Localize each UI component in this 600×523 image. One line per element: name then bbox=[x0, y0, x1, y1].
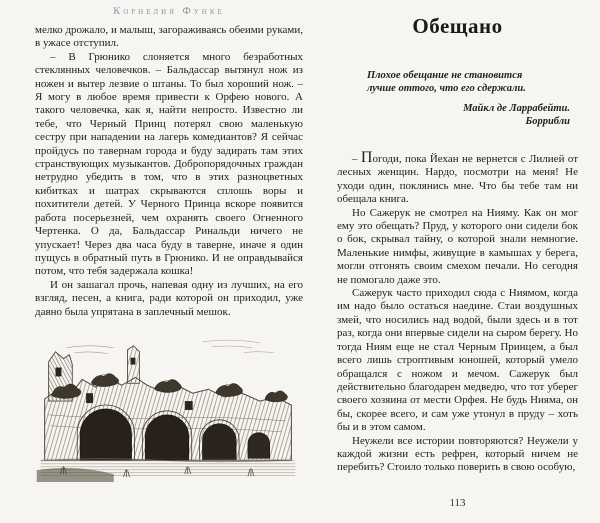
paragraph: мелко дрожало, и малыш, загораживаясь обеими руками, в ужасе отступил. bbox=[35, 24, 303, 50]
dialogue-dash: – bbox=[352, 153, 361, 165]
right-page bbox=[337, 14, 578, 475]
running-header: Корнелия Функе bbox=[113, 6, 225, 17]
bridge-etching-drawing bbox=[35, 332, 303, 482]
left-page bbox=[35, 24, 303, 482]
paragraph-text: огоди, пока Йехан не вернется с Лилией от лесных женщин. Нардо, посмотри на меня! Не уходи один, поклянись мне. Что бы тебе там ни обещала книга. bbox=[337, 153, 578, 206]
page-number: 113 bbox=[449, 497, 466, 509]
bridge-ruins-etching-illustration bbox=[35, 332, 303, 482]
epigraph-line: Плохое обещание не становится bbox=[367, 70, 523, 81]
chapter-title: Обещано bbox=[412, 14, 503, 38]
epigraph-source: Боррибли bbox=[525, 116, 570, 127]
epigraph-author: Майкл де Ларрабейти. bbox=[463, 103, 570, 114]
paragraph-dialogue bbox=[337, 150, 578, 207]
initial-letter: П bbox=[360, 149, 373, 166]
epigraph bbox=[367, 69, 570, 128]
paragraph: Неужели все истории повторяются? Неужели у каждой жизни есть рефрен, который ничем не перебить? Стоило только поверить в свою особую, bbox=[337, 434, 578, 474]
paragraph: Но Сажерук не смотрел на Нияму. Как он мог ему это обещать? Пруд, у которого они сидели бок о бок, скрывал тайну, о которой знали немногие. Маленькие нимфы, живущие в камышах у берега, могли отгонять своим смехом печали. Но сегодня не помогало даже это. bbox=[337, 206, 578, 286]
paragraph: И он зашагал прочь, напевая одну из лучших, на его взгляд, песен, а книга, ради которой он приходил, уже давно была упрятана в заплечный мешок. bbox=[35, 278, 303, 318]
paragraph-dialogue: – В Грюнико слоняется много безработных стеклянных человечков. – Бальдассар вытянул нож из ножен и вытер лезвие о штаны. То был хороший нож. – Я могу в любое время привести к Орфею нового. А такого человечка, как я, найти непросто. Известно ли тебе, что Черный Принц потерял свою маленькую сестру при нападении на лагерь комедиантов? Я сейчас пройдусь по тавернам города и буду задирать там этих странствующих музыкантов. Добропорядочных граждан нетрудно убедить в том, что в этих разноцветных кибитках и шатрах скрываются сплошь воры и похитители детей. У Черного Принца вскоре появится работа посерьезней, чем охранять своего Огненного Чертенка. О да, Бальдассар Ринальди ничего не упускает! Через два часа буду в таверне, иначе я один пущусь в обратный путь в Грюнико. И не оправдывайся потом, что тебя задержала кошка! bbox=[35, 50, 303, 278]
paragraph: Сажерук часто приходил сюда с Ниямом, когда им надо было остаться наедине. Стаи воздушных змей, что носились над водой, были здесь и в тот раз, когда они впервые сидели на сыром берегу. Но тогда Ниям еще не стал Черным Принцем, а был всего лишь строптивым юношей, который умело обращался с ножом и мечом. Сажерук был действительно благодарен медведю, что тот уберег своего хозяина от мести Орфея. Не будь Нияма, он бы, скорее всего, и сам уже утонул в пруду – хоть бы и в этом самом. bbox=[337, 287, 578, 434]
epigraph-line: лучше оттого, что его сдержали. bbox=[367, 83, 526, 94]
